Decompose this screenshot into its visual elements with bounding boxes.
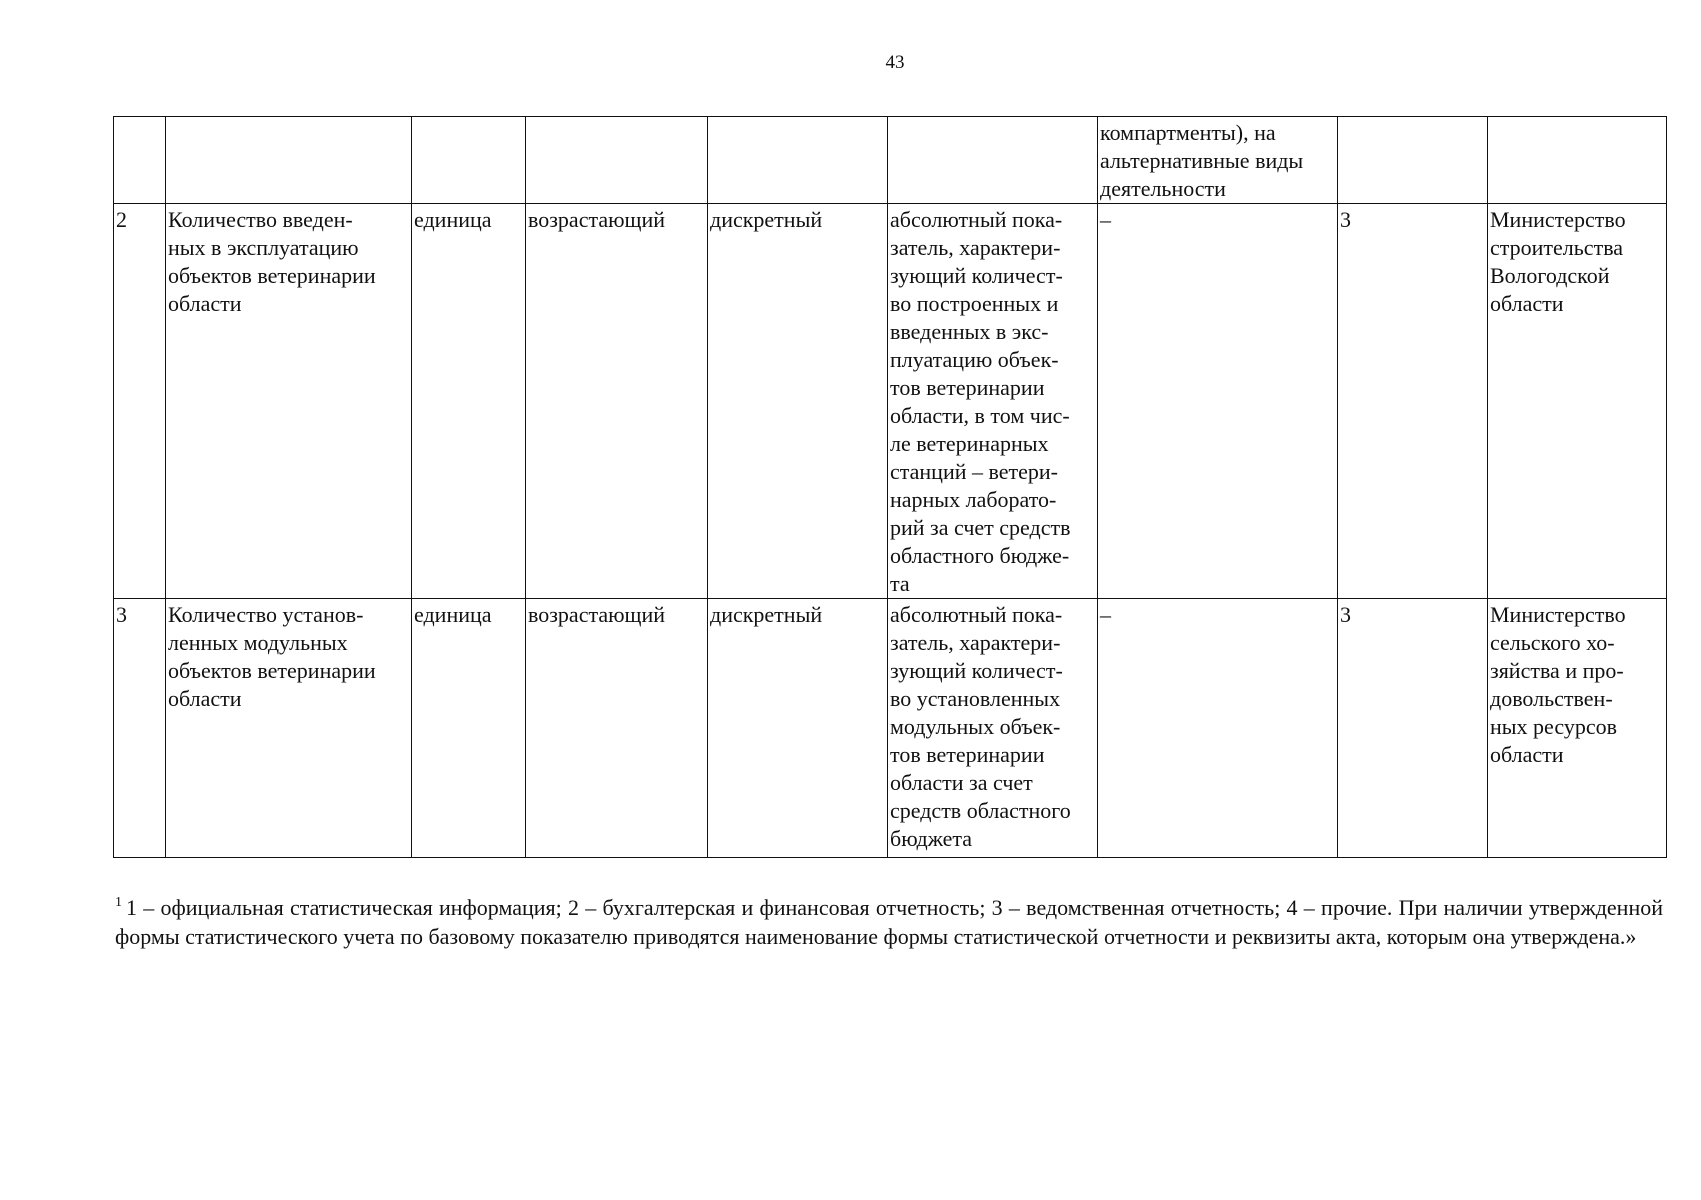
table-cell	[888, 117, 1098, 204]
table-cell: компартменты), на альтернативные виды деятельности	[1098, 117, 1338, 204]
trend: возрастающий	[526, 204, 708, 599]
method: –	[1098, 599, 1338, 858]
row-number: 3	[114, 599, 166, 858]
source-code: 3	[1338, 204, 1488, 599]
table-row	[114, 204, 1667, 599]
page-number: 43	[885, 52, 905, 73]
table-cell	[166, 117, 412, 204]
indicator-name: Количество введен- ных в эксплуатацию объектов ветеринарии области	[166, 204, 412, 599]
row-number: 2	[114, 204, 166, 599]
indicator-table	[113, 116, 1667, 858]
indicator-type: дискретный	[708, 204, 888, 599]
table-cell	[1338, 117, 1488, 204]
footnote-marker: 1	[115, 895, 122, 910]
method: –	[1098, 204, 1338, 599]
table-cell	[412, 117, 526, 204]
source-code: 3	[1338, 599, 1488, 858]
responsible: Министерство сельского хо- зяйства и про- довольствен- ных ресурсов области	[1488, 599, 1667, 858]
table-row-continuation	[114, 117, 1667, 204]
unit: единица	[412, 599, 526, 858]
table-cell	[1488, 117, 1667, 204]
footnote-text: 1 – официальная статистическая информация; 2 – бухгалтерская и финансовая отчетность; 3 – ведомственная отчетность; 4 – прочие. При наличии утвержденной формы статистического учета по базовому показателю приводятся наименование формы статистической отчетности и реквизиты акта, которым она утверждена.»	[115, 895, 1663, 949]
unit: единица	[412, 204, 526, 599]
responsible: Министерство строительства Вологодской области	[1488, 204, 1667, 599]
indicator-type: дискретный	[708, 599, 888, 858]
definition: абсолютный пока- затель, характери- зующий количест- во установленных модульных объек- тов ветеринарии области за счет средств областного бюджета	[888, 599, 1098, 858]
footnote	[115, 888, 1663, 951]
table-cell	[708, 117, 888, 204]
table-row	[114, 599, 1667, 858]
definition: абсолютный пока- затель, характери- зующий количест- во построенных и введенных в экс- плуатацию объек- тов ветеринарии области, в том чис- ле ветеринарных станций – ветери- нарных лаборато- рий за счет средств областного бюдже- та	[888, 204, 1098, 599]
table-cell	[114, 117, 166, 204]
table-cell	[526, 117, 708, 204]
trend: возрастающий	[526, 599, 708, 858]
indicator-name: Количество установ- ленных модульных объектов ветеринарии области	[166, 599, 412, 858]
